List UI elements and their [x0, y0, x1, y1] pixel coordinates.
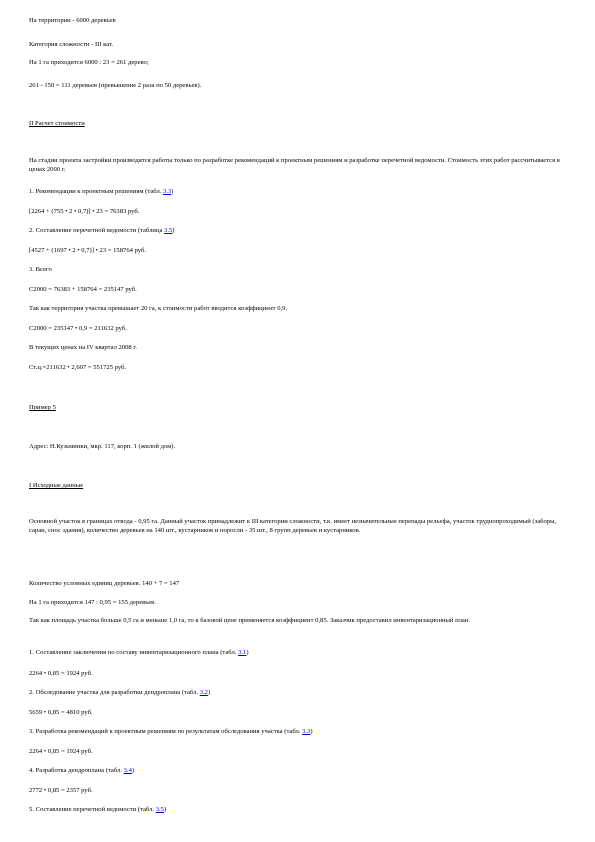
paragraph: Так как территория участка превышает 20 га, к стоимости работ вводится коэффициент 0,9.: [29, 305, 288, 312]
paragraph-tail: ): [310, 728, 313, 735]
paragraph-tail: ): [207, 689, 211, 696]
formula: 5659 • 0,85 = 4810 руб.: [29, 709, 93, 716]
paragraph: Количество условных единиц деревьев. 140 + 7 = 147: [29, 580, 180, 587]
paragraph: 261 - 150 = 111 деревьев (превышение 2 раза по 50 деревьев).: [29, 82, 202, 89]
paragraph-text: 2. Составление перечетной ведомости (таблица: [29, 227, 165, 234]
section-heading: II Расчет стоимости: [29, 120, 85, 127]
paragraph-text: 5. Составление перечетной ведомости (табл.: [29, 806, 156, 813]
paragraph-text: 1. Составление заключения по составу инвентаризационного плана (табл.: [29, 649, 239, 656]
formula: [4527 + (1697 • 2 • 0,7)] • 23 = 158764 руб.: [29, 247, 146, 254]
paragraph-text: 4. Разработка дендроплана (табл.: [29, 767, 124, 774]
paragraph-text: 2. Обследование участка для разработки дендроплана (табл.: [29, 689, 200, 696]
paragraph-tail: ): [131, 767, 135, 774]
paragraph-tail: ): [246, 649, 249, 656]
paragraph: В текущих ценах на IV квартал 2008 г.: [29, 344, 137, 351]
formula: С2000 = 76383 + 158764 = 235147 руб.: [29, 286, 137, 293]
paragraph: На стадии проекта застройки производятся работы только по разработке рекомендаций к проектным решениям и разработке перечетной ведомости. Стоимость этих работ рассчитывается в ценах 2000 г.: [29, 157, 560, 173]
paragraph: [29, 728, 313, 736]
table-link[interactable]: 3.2: [199, 689, 208, 696]
formula: С2000 = 235147 • 0,9 = 211632 руб.: [29, 325, 127, 332]
paragraph: 3. Всего: [29, 266, 52, 273]
paragraph: [29, 227, 175, 235]
paragraph: [29, 649, 249, 657]
formula: Ст.ц.=211632 • 2,607 = 551725 руб.: [29, 364, 127, 371]
paragraph: Категория сложности - III кат.: [29, 41, 114, 48]
table-link[interactable]: 3.5: [164, 227, 173, 234]
table-link[interactable]: 3.4: [123, 767, 132, 774]
paragraph: [29, 767, 134, 775]
paragraph-tail: ): [172, 227, 175, 234]
paragraph: Так как площадь участка больше 0,5 га и меньше 1,0 га, то к базовой цене применяется коэффициент 0,85. Заказчик предоставил инвентаризационный план.: [29, 617, 471, 624]
section-heading: I Исходные данные: [29, 482, 84, 489]
table-link[interactable]: 3.3: [302, 728, 311, 735]
paragraph: На 1 га приходится 147 : 0,95 = 155 деревьев.: [29, 599, 156, 606]
table-link[interactable]: 3.1: [238, 649, 247, 656]
example-heading: Пример 5: [29, 404, 56, 411]
paragraph-text: 1. Рекомендации к проектным решениям (табл.: [29, 188, 164, 195]
paragraph: На территории - 6000 деревьев: [29, 17, 116, 24]
paragraph-tail: ): [163, 806, 167, 813]
paragraph: На 1 га приходится 6000 : 23 = 261 дерево;: [29, 59, 149, 66]
paragraph: [29, 689, 210, 697]
formula: 2772 • 0,85 = 2357 руб.: [29, 787, 93, 794]
paragraph-text: 3. Разработка рекомендаций к проектным решениям по результатам обследования участка (табл.: [29, 728, 303, 735]
formula: 2264 • 0,85 = 1924 руб.: [29, 670, 93, 677]
formula: 2264 • 0,85 = 1924 руб.: [29, 748, 93, 755]
paragraph: [29, 188, 174, 196]
formula: [2264 + (755 • 2 • 0,7)] • 23 = 76383 руб.: [29, 208, 140, 215]
paragraph: Основной участок в границах отвода - 0,95 га. Данный участок принадлежит к III категории сложности, т.к. имеет незначительные перепады рельефа, участок труднопроходимый (заборы, сараи, снос здания), количество деревьев на 140 шт., кустарников и поросли - 35 шт., 8 групп деревьев и кустарников.: [29, 518, 557, 534]
table-link[interactable]: 3.5: [155, 806, 164, 813]
paragraph-tail: ): [171, 188, 174, 195]
paragraph: [29, 806, 166, 814]
paragraph: Адрес: Н.Кузьминки, мкр. 117, корп. 1 (жилой дом).: [29, 443, 176, 450]
table-link[interactable]: 3.3: [163, 188, 172, 195]
